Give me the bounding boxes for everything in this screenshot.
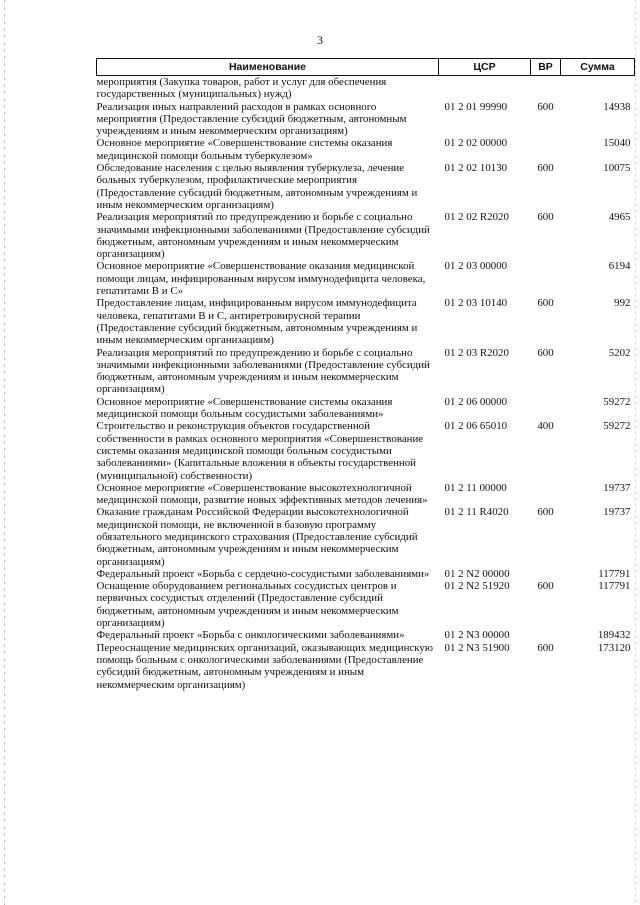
row-vr-cell: 600 [537, 211, 554, 224]
row-name-cell: Предоставление лицам, инфицированным вирусом иммунодефицита человека, гепатитами В и С, антиретровирусной терапии (Предоставление субсидий бюджетным, автономным учреждениям и иным некоммерческим организациям) [96, 297, 418, 347]
row-sum-cell: 117791 [598, 580, 631, 593]
row-sum-cell: 173120 [597, 641, 631, 654]
table-row [97, 101, 635, 138]
row-name-cell: Основное мероприятие «Совершенствование оказания медицинской помощи лицам, инфицированным вирусом иммунодефицита человека, гепатитами В и С» [96, 260, 426, 298]
row-vr-cell [531, 629, 561, 641]
row-vr-cell [531, 396, 561, 421]
row-name-cell: Федеральный проект «Борьба с онкологическими заболеваниями» [96, 629, 405, 642]
table-row [97, 260, 635, 297]
row-sum-cell: 189432 [597, 629, 631, 642]
table-row [97, 629, 635, 641]
row-name-cell: мероприятия (Закупка товаров, работ и услуг для обеспечения государственных (муниципальных) нужд) [96, 76, 387, 101]
row-csr-cell: 01 2 11 00000 [444, 481, 507, 494]
table-row [97, 162, 635, 211]
row-name-cell: Строительство и реконструкция объектов государственной собственности в рамках основного мероприятия «Совершенствование системы оказания медицинской помощи больным сосудистыми заболеваниями» (Капитальные вложения в объекты государственной (муниципальной) собственности) [96, 420, 424, 482]
table-row [97, 396, 635, 421]
row-sum-cell: 117791 [598, 567, 631, 580]
page-number: 3 [317, 33, 323, 47]
row-csr-cell: 01 2 N2 51920 [444, 580, 510, 593]
row-sum-cell: 15040 [603, 137, 631, 150]
budget-table [96, 58, 635, 691]
row-csr-cell: 01 2 N3 00000 [444, 629, 510, 642]
row-vr-cell: 600 [537, 297, 554, 310]
row-csr-cell: 01 2 02 10130 [444, 162, 508, 175]
row-name-cell: Реализация иных направлений расходов в рамках основного мероприятия (Предоставление субсидий бюджетным, автономным учреждениям и иным некоммерческим организациям) [96, 100, 407, 138]
row-sum-cell: 14938 [603, 100, 631, 113]
row-csr-cell: 01 2 03 10140 [444, 297, 508, 310]
row-vr-cell: 600 [537, 641, 554, 654]
row-vr-cell: 400 [537, 420, 554, 433]
row-vr-cell: 600 [537, 100, 554, 113]
row-name-cell: Реализация мероприятий по предупреждению и борьбе с социально значимыми инфекционными заболеваниями (Предоставление субсидий бюджетным, автономным учреждениям и иным некоммерческим организациям) [96, 346, 430, 396]
row-sum-cell: 59272 [603, 395, 631, 408]
row-name-cell: Реализация мероприятий по предупреждению и борьбе с социально значимыми инфекционными заболеваниями (Предоставление субсидий бюджетным, автономным учреждениям и иным некоммерческим организациям) [96, 211, 430, 261]
table-row [97, 420, 635, 481]
row-sum-cell: 6194 [608, 260, 631, 273]
row-sum-cell [561, 76, 635, 101]
header-csr: ЦСР [439, 59, 531, 76]
row-name-cell: Переоснащение медицинских организаций, оказывающих медицинскую помощь больным с онкологическими заболеваниями (Предоставление субсидий бюджетным, автономным учреждениям и иным некоммерческим организациям) [96, 641, 433, 691]
row-sum-cell: 19737 [603, 506, 631, 519]
header-name: Наименование [97, 59, 439, 76]
row-name-cell: Федеральный проект «Борьба с сердечно-сосудистыми заболеваниями» [96, 567, 430, 580]
header-sum: Сумма [561, 59, 635, 76]
scan-margin-line [4, 0, 5, 905]
row-csr-cell: 01 2 06 65010 [444, 420, 508, 433]
row-vr-cell: 600 [537, 162, 554, 175]
table-row [97, 297, 635, 346]
row-sum-cell: 992 [614, 297, 631, 310]
table-row [97, 580, 635, 629]
budget-table-container [96, 58, 634, 691]
row-name-cell: Основное мероприятие «Совершенствование системы оказания медицинской помощи больным сосудистыми заболеваниями» [96, 395, 393, 421]
table-row [97, 76, 635, 101]
row-sum-cell: 59272 [603, 420, 631, 433]
row-vr-cell: 600 [537, 506, 554, 519]
row-sum-cell: 10075 [603, 162, 631, 175]
table-row [97, 211, 635, 260]
row-vr-cell [531, 482, 561, 507]
table-row [97, 568, 635, 580]
row-csr-cell: 01 2 11 R4020 [444, 506, 509, 519]
table-row [97, 137, 635, 162]
header-vr: ВР [531, 59, 561, 76]
row-csr-cell: 01 2 01 99990 [444, 100, 508, 113]
row-sum-cell: 4965 [608, 211, 631, 224]
row-name-cell: Оснащение оборудованием региональных сосудистых центров и первичных сосудистых отделений (Предоставление субсидий бюджетным, автономным учреждениям и иным некоммерческим организациям) [96, 580, 399, 630]
row-vr-cell: 600 [537, 346, 554, 359]
row-name-cell: Основное мероприятие «Совершенствование высокотехнологичной медицинской помощи, развитие новых эффективных методов лечения» [96, 481, 428, 507]
row-vr-cell: 600 [537, 580, 554, 593]
row-csr-cell: 01 2 03 R2020 [444, 346, 509, 359]
row-name-cell: Основное мероприятие «Совершенствование системы оказания медицинской помощи больным туберкулезом» [96, 137, 393, 162]
row-sum-cell: 5202 [608, 346, 631, 359]
table-body [97, 76, 635, 691]
table-row [97, 506, 635, 567]
row-csr-cell: 01 2 02 00000 [444, 137, 508, 150]
row-vr-cell [531, 137, 561, 162]
row-csr-cell: 01 2 N2 00000 [444, 567, 510, 580]
row-csr-cell: 01 2 03 00000 [444, 260, 508, 273]
table-row [97, 482, 635, 507]
row-vr-cell [531, 260, 561, 297]
row-csr-cell: 01 2 N3 51900 [444, 641, 510, 654]
row-vr-cell [531, 76, 561, 101]
row-csr-cell: 01 2 02 R2020 [444, 211, 509, 224]
row-vr-cell [531, 568, 561, 580]
table-header-row [97, 59, 635, 76]
row-csr-cell [439, 76, 531, 101]
row-sum-cell: 19737 [603, 481, 631, 494]
row-name-cell: Обследование населения с целью выявления туберкулеза, лечение больных туберкулезом, профилактические мероприятия (Предоставление субсидий бюджетным, автономным учреждениям и иным некоммерческим организациям) [96, 162, 418, 211]
row-csr-cell: 01 2 06 00000 [444, 395, 508, 408]
scan-margin-line-right [635, 0, 636, 905]
table-row [97, 347, 635, 396]
row-name-cell: Оказание гражданам Российской Федерации высокотехнологичной медицинской помощи, не включенной в базовую программу обязательного медицинского страхования (Предоставление субсидий бюджетным, автономным учреждениям и иным некоммерческим организациям) [96, 506, 418, 568]
table-row [97, 642, 635, 691]
